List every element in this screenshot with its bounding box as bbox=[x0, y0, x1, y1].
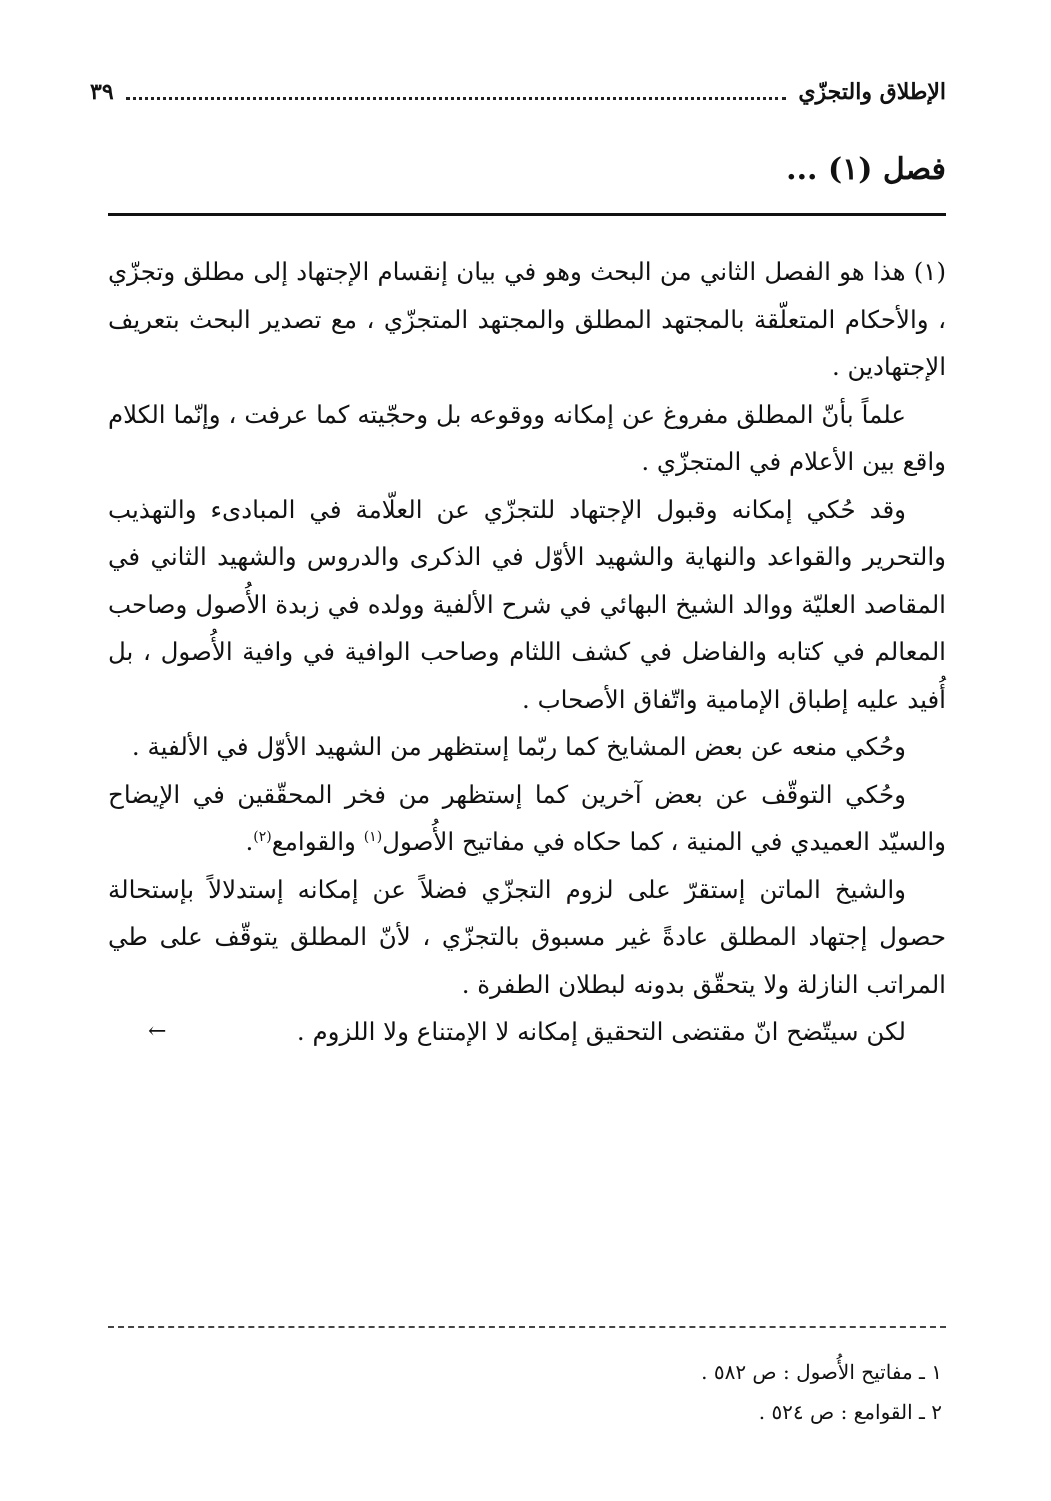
paragraph-intro: (١) هذا هو الفصل الثاني من البحث وهو في بيان إنقسام الإجتهاد إلى مطلق وتجزّي ، والأحكام المتعلّقة بالمجتهد المطلق والمجتهد المتجزّي ، مع تصدير البحث بتعريف الإجتهادين . bbox=[108, 257, 946, 381]
page-number: ٣٩ bbox=[90, 79, 114, 105]
continue-arrow-icon: ← bbox=[148, 1019, 167, 1044]
footnotes bbox=[701, 1352, 946, 1432]
footnote-ref-2: (٢) bbox=[253, 828, 272, 845]
leader-dots bbox=[126, 97, 787, 100]
running-title: الإطلاق والتجزّي bbox=[798, 79, 946, 105]
footnote-separator bbox=[108, 1326, 946, 1328]
body-text bbox=[108, 248, 946, 1056]
heading-rule bbox=[108, 213, 946, 216]
paragraph: والشيخ الماتن إستقرّ على لزوم التجزّي فضلاً عن إمكانه إستدلالاً بإستحالة حصول إجتهاد المطلق عادةً غير مسبوق بالتجزّي ، لأنّ المطلق يتوقّف على طي المراتب النازلة ولا يتحقّق بدونه لبطلان الطفرة . bbox=[108, 874, 946, 999]
paragraph: وقد حُكي إمكانه وقبول الإجتهاد للتجزّي عن العلّامة في المبادىء والتهذيب والتحرير والقواعد والنهاية والشهيد الأوّل في الذكرى والدروس والشهيد الثاني في المقاصد العليّة ووالد الشيخ البهائي في شرح الألفية وولده في زبدة الأُصول وصاحب المعالم في كتابه والفاضل في كشف اللثام وصاحب الوافية في وافية الأُصول ، بل أُفيد عليه إطباق الإمامية واتّفاق الأصحاب . bbox=[108, 494, 946, 714]
paragraph-last bbox=[108, 1008, 946, 1056]
paragraph-text: وحُكي التوقّف عن بعض آخرين كما إستظهر من فخر المحقّقين في الإيضاح والسيّد العميدي في المنية ، كما حكاه في مفاتيح الأُصول bbox=[108, 779, 946, 856]
paragraph: وحُكي منعه عن بعض المشايخ كما ربّما إستظهر من الشهيد الأوّل في الألفية . bbox=[131, 732, 906, 761]
footnote-1: ١ ـ مفاتيح الأُصول : ص ٥٨٢ . bbox=[701, 1360, 942, 1384]
paragraph-text: والقوامع bbox=[271, 827, 364, 856]
paragraph-with-footnotes bbox=[108, 771, 946, 866]
chapter-heading: فصل (١) ... bbox=[786, 152, 946, 187]
last-line-text: لكن سيتّضح انّ مقتضى التحقيق إمكانه لا الإمتناع ولا اللزوم . bbox=[296, 1017, 906, 1046]
paragraph: علماً بأنّ المطلق مفروغ عن إمكانه ووقوعه بل وحجّيته كما عرفت ، وإنّما الكلام واقع بين الأعلام في المتجزّي . bbox=[108, 399, 946, 476]
paragraph-text: . bbox=[245, 827, 254, 856]
footnote-2: ٢ ـ القوامع : ص ٥٢٤ . bbox=[758, 1400, 942, 1424]
footnote-ref-1: (١) bbox=[363, 828, 383, 845]
running-header bbox=[90, 72, 946, 112]
